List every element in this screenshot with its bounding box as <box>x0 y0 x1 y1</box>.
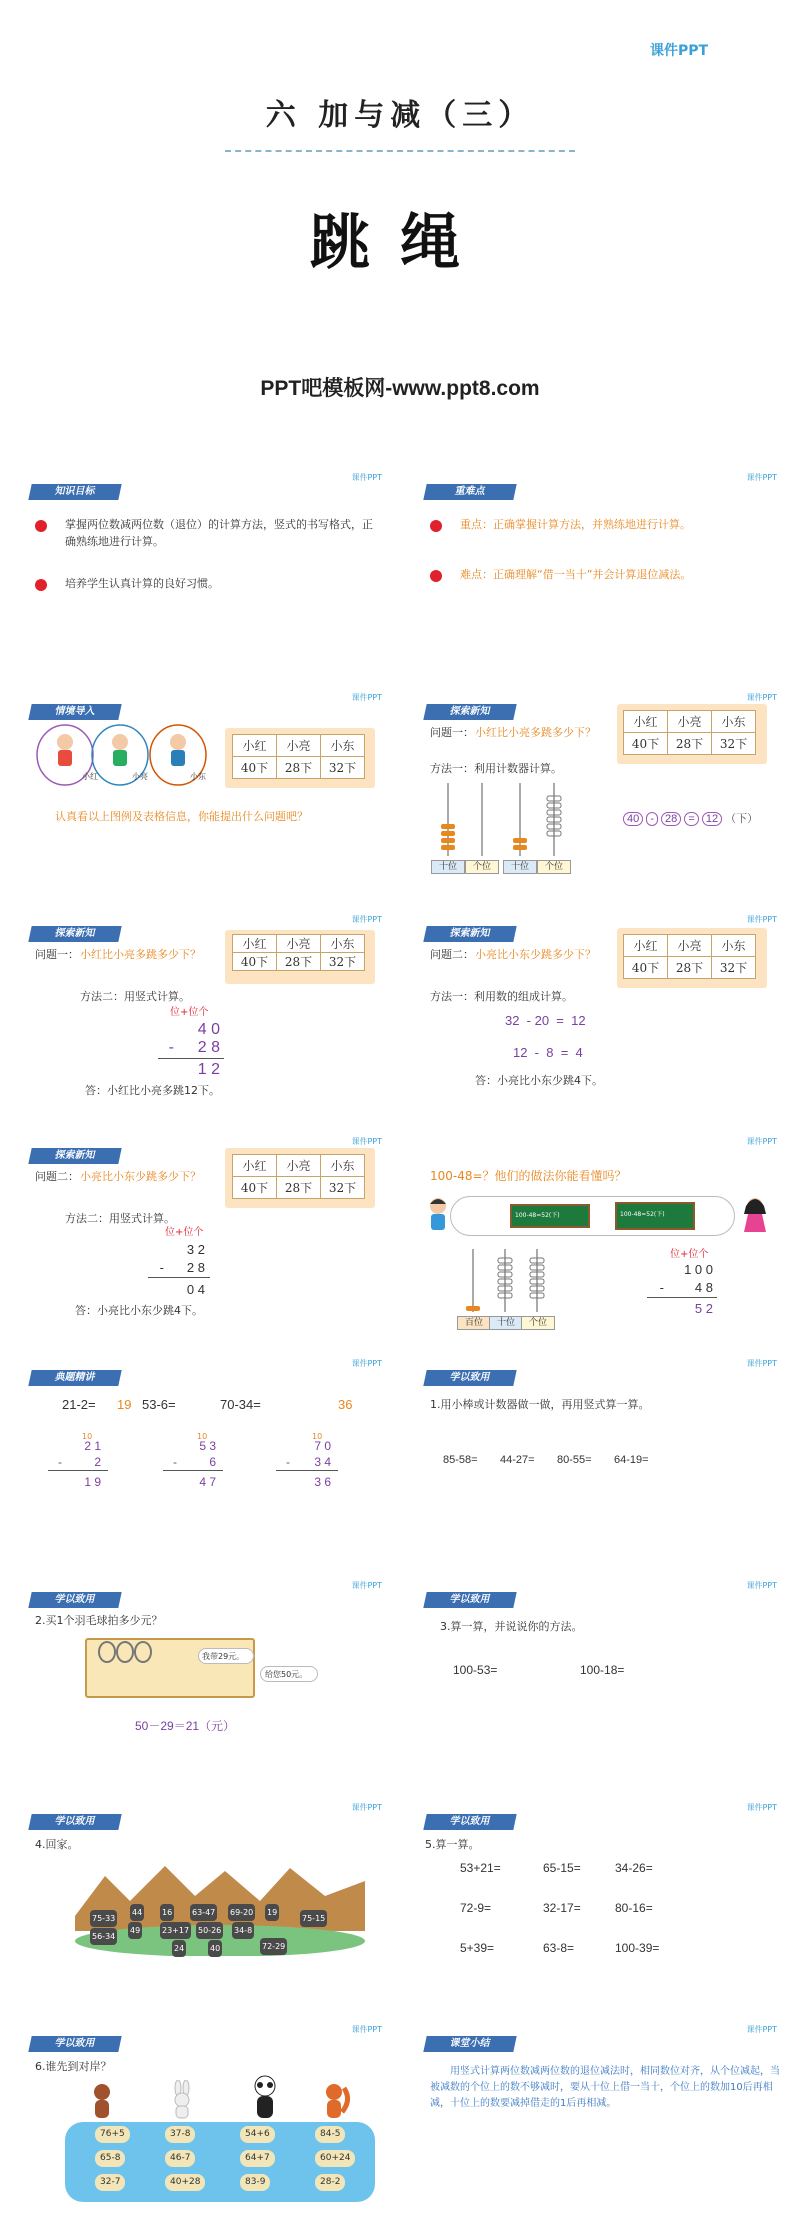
stone-label: 56-34 <box>90 1928 117 1945</box>
brand-logo: 课件PPT <box>650 43 709 59</box>
borrow-mark: 10 <box>197 1432 208 1441</box>
vertical-op: - <box>168 1039 174 1056</box>
practice-problem: 44-27= <box>500 1454 535 1466</box>
problem-answer: 19 <box>117 1397 132 1412</box>
slide-summary <box>415 2022 795 2222</box>
stepping-stone: 83-9 <box>240 2174 270 2191</box>
answer-text: 答：小亮比小东少跳4下。 <box>475 1074 603 1087</box>
eq-equals: = <box>684 812 698 826</box>
section-badge: 情境导入 <box>28 704 121 720</box>
stepping-stone: 76+5 <box>95 2126 130 2143</box>
stone-label: 23+17 <box>160 1922 191 1939</box>
place-marker: 位+位个 <box>165 1227 204 1238</box>
stone-label: 69-20 <box>228 1904 255 1921</box>
bullet-dot <box>35 579 47 591</box>
borrow-mark: 10 <box>82 1432 93 1441</box>
section-badge: 学以致用 <box>28 1592 121 1608</box>
panda-icon <box>250 2074 280 2120</box>
table-header: 小东 <box>321 1155 365 1177</box>
table-header: 小亮 <box>668 935 712 957</box>
question-text: 小亮比小东少跳多少下？ <box>80 1170 201 1183</box>
vertical-rule <box>647 1297 717 1298</box>
vertical-op: - <box>659 1280 664 1295</box>
slide-method-vertical-2 <box>20 1134 400 1334</box>
question-prompt: 认真看以上图例及表格信息，你能提出什么问题吧？ <box>55 810 308 823</box>
slide-method-vertical-1 <box>20 912 400 1112</box>
instruction: 1.用小棒或计数器做一做，再用竖式算一算。 <box>430 1398 650 1411</box>
jump-count-table <box>232 934 365 971</box>
jump-count-table <box>232 1154 365 1199</box>
kid-label: 小红 <box>82 772 98 781</box>
answer-equation: 50－29＝21（元） <box>135 1719 236 1733</box>
bullet-dot <box>430 570 442 582</box>
table-cell: 28下 <box>277 757 321 779</box>
title-divider <box>225 150 575 152</box>
table-cell: 40下 <box>233 1177 277 1199</box>
table-header: 小红 <box>233 1155 277 1177</box>
abacus-illustration <box>455 1244 555 1314</box>
table-cell: 32下 <box>321 953 365 971</box>
section-badge: 探索新知 <box>28 1148 121 1164</box>
practice-problem: 65-15= <box>543 1861 581 1875</box>
vertical-mid: 6 <box>209 1455 216 1469</box>
vertical-result: 1 2 <box>197 1061 220 1078</box>
table-header: 小红 <box>233 735 277 757</box>
vertical-mid: 3 4 <box>314 1455 331 1469</box>
table-cell: 32下 <box>712 957 756 979</box>
section-badge: 课堂小结 <box>423 2036 516 2052</box>
girl-avatar <box>740 1194 770 1234</box>
eq-subtrahend: 28 <box>661 812 681 826</box>
section-badge: 重难点 <box>423 484 516 500</box>
racket-icon <box>95 1640 155 1676</box>
monkey-icon <box>90 2082 114 2120</box>
slide-practice-5 <box>415 1800 795 2000</box>
practice-problem: 100-53= <box>453 1663 498 1677</box>
slide-method-composition <box>415 912 795 1112</box>
table-cell: 40下 <box>233 953 277 971</box>
slide-knowledge-goals <box>20 470 400 670</box>
place-marker: 位+位个 <box>170 1007 209 1018</box>
table-cell: 32下 <box>712 733 756 755</box>
slide-method-counter <box>415 690 795 890</box>
difficult-point: 难点：正确理解“借一当十”并会计算退位减法。 <box>460 568 692 581</box>
bullet-dot <box>35 520 47 532</box>
question-number: 问题一： <box>430 726 474 739</box>
table-header: 小红 <box>233 935 277 953</box>
section-badge: 探索新知 <box>423 704 516 720</box>
vertical-result: 4 7 <box>199 1475 216 1489</box>
table-header: 小亮 <box>277 935 321 953</box>
table-header: 小东 <box>712 711 756 733</box>
place-label: 个位 <box>465 860 499 874</box>
vertical-rule <box>148 1277 210 1278</box>
jump-count-table <box>623 710 756 755</box>
vertical-rule <box>48 1470 108 1471</box>
practice-problem: 100-39= <box>615 1941 660 1955</box>
vertical-op: - <box>286 1455 290 1469</box>
practice-problem: 63-8= <box>543 1941 575 1955</box>
question-text: 3.算一算，并说说你的方法。 <box>440 1620 583 1633</box>
eq-unit: （下） <box>725 813 759 825</box>
stepping-stone: 64+7 <box>240 2150 275 2167</box>
stepping-stone: 84-5 <box>315 2126 345 2143</box>
speech-text: 我带29元。 <box>202 1652 245 1661</box>
table-header: 小红 <box>624 711 668 733</box>
stepping-stone: 37-8 <box>165 2126 195 2143</box>
table-cell: 32下 <box>321 757 365 779</box>
table-cell: 40下 <box>624 957 668 979</box>
slide-brand: 课件PPT <box>351 2025 382 2034</box>
question-text: 小红比小亮多跳多少下？ <box>80 948 201 961</box>
problem: 53-6= <box>142 1397 176 1412</box>
place-marker: 位+位个 <box>670 1249 709 1260</box>
vertical-top: 3 2 <box>186 1242 205 1257</box>
place-label: 十位 <box>503 860 537 874</box>
summary-text: 用竖式计算两位数减两位数的退位减法时，相同数位对齐，从个位减起，当被减数的个位上的数不够减时，要从十位上借一当十，个位上的数加10后再相减，十位上的数要减掉借走的1后再相减。 <box>430 2066 780 2109</box>
rabbit-icon <box>170 2080 194 2120</box>
slide-brand: 课件PPT <box>746 1137 777 1146</box>
stone-label: 50-26 <box>196 1922 223 1939</box>
composition-eq-1: 32 - 20 = 12 <box>505 1013 586 1028</box>
place-label: 十位 <box>431 860 465 874</box>
table-header: 小东 <box>321 735 365 757</box>
practice-problem: 5+39= <box>460 1941 495 1955</box>
vertical-result: 1 9 <box>84 1475 101 1489</box>
stone-label: 75-15 <box>300 1910 327 1927</box>
vertical-op: - <box>159 1260 164 1275</box>
boy-avatar <box>425 1196 451 1232</box>
slide-brand: 课件PPT <box>351 1803 382 1812</box>
table-header: 小亮 <box>668 711 712 733</box>
method-label: 方法一：利用数的组成计算。 <box>430 990 573 1003</box>
vertical-op: - <box>173 1455 177 1469</box>
slide-brand: 课件PPT <box>351 1581 382 1590</box>
slide-brand: 课件PPT <box>351 915 382 924</box>
kid-label: 小东 <box>190 772 206 781</box>
slide-brand: 课件PPT <box>746 693 777 702</box>
problem-answer: 36 <box>338 1397 353 1412</box>
vertical-rule <box>158 1058 224 1059</box>
stone-label: 49 <box>128 1922 142 1939</box>
table-header: 小亮 <box>277 1155 321 1177</box>
place-label: 个位 <box>521 1316 555 1330</box>
slide-scene-intro <box>20 690 400 890</box>
question-text: 2.买1个羽毛球拍多少元？ <box>35 1614 163 1627</box>
table-header: 小红 <box>624 935 668 957</box>
speech-text: 给您50元。 <box>265 1670 308 1679</box>
section-badge: 探索新知 <box>28 926 121 942</box>
slide-practice-6 <box>20 2022 400 2222</box>
table-cell: 28下 <box>668 957 712 979</box>
site-caption: PPT吧模板网-www.ppt8.com <box>260 377 540 400</box>
squirrel-icon <box>320 2082 350 2120</box>
question-text: 5.算一算。 <box>425 1838 480 1851</box>
slide-hundred-minus <box>415 1134 795 1334</box>
section-badge: 学以致用 <box>28 1814 121 1830</box>
eq-minus: - <box>646 812 658 826</box>
question-text: 小亮比小东少跳多少下？ <box>475 948 596 961</box>
section-badge: 学以致用 <box>28 2036 121 2052</box>
borrow-mark: 10 <box>312 1432 323 1441</box>
vertical-mid: 2 8 <box>197 1039 220 1056</box>
slide-brand: 课件PPT <box>746 1581 777 1590</box>
stepping-stone: 54+6 <box>240 2126 275 2143</box>
practice-problem: 72-9= <box>460 1901 492 1915</box>
place-label: 百位 <box>457 1316 491 1330</box>
question-text: 4.回家。 <box>35 1838 79 1851</box>
slide-practice-3 <box>415 1578 795 1778</box>
stone-label: 40 <box>208 1940 222 1957</box>
problem: 21-2= <box>62 1397 96 1412</box>
abacus-illustration <box>430 778 570 860</box>
place-label: 个位 <box>537 860 571 874</box>
section-badge: 探索新知 <box>423 926 516 942</box>
question-number: 问题一： <box>35 948 79 961</box>
practice-problem: 100-18= <box>580 1663 625 1677</box>
slide-key-points <box>415 470 795 670</box>
slide-practice-4 <box>20 1800 400 2000</box>
chalkboard-text: 100-48=52(下) <box>515 1212 560 1219</box>
eq-result: 12 <box>702 812 722 826</box>
kid-label: 小亮 <box>132 772 148 781</box>
slide-brand: 课件PPT <box>746 473 777 482</box>
vertical-top: 4 0 <box>197 1021 220 1038</box>
slide-brand: 课件PPT <box>351 693 382 702</box>
vertical-mid: 2 8 <box>186 1260 205 1275</box>
vertical-result: 0 4 <box>186 1282 205 1297</box>
key-point: 重点：正确掌握计算方法，并熟练地进行计算。 <box>460 518 691 531</box>
stepping-stone: 28-2 <box>315 2174 345 2191</box>
section-badge: 知识目标 <box>28 484 121 500</box>
counter-equation <box>623 810 758 826</box>
stone-label: 63-47 <box>190 1904 217 1921</box>
stone-label: 44 <box>130 1904 144 1921</box>
section-badge: 学以致用 <box>423 1370 516 1386</box>
jump-count-table <box>232 734 365 779</box>
slide-brand: 课件PPT <box>746 1359 777 1368</box>
practice-problem: 32-17= <box>543 1901 581 1915</box>
vertical-mid: 2 <box>94 1455 101 1469</box>
section-badge: 典题精讲 <box>28 1370 121 1386</box>
goal-2: 培养学生认真计算的良好习惯。 <box>65 577 219 590</box>
table-cell: 28下 <box>668 733 712 755</box>
stone-label: 75-33 <box>90 1910 117 1927</box>
table-cell: 40下 <box>624 733 668 755</box>
bullet-dot <box>430 520 442 532</box>
vertical-top: 5 3 <box>199 1439 216 1453</box>
question-text: 小红比小亮多跳多少下？ <box>475 726 596 739</box>
vertical-top: 2 1 <box>84 1439 101 1453</box>
vertical-top: 7 0 <box>314 1439 331 1453</box>
slide-brand: 课件PPT <box>351 1359 382 1368</box>
table-header: 小东 <box>321 935 365 953</box>
slide-brand: 课件PPT <box>351 473 382 482</box>
place-label: 十位 <box>489 1316 523 1330</box>
vertical-result: 3 6 <box>314 1475 331 1489</box>
method-label: 方法一：利用计数器计算。 <box>430 762 562 775</box>
question-text: 100-48=？他们的做法你能看懂吗？ <box>430 1169 627 1183</box>
practice-problem: 64-19= <box>614 1454 649 1466</box>
vertical-result: 5 2 <box>694 1301 713 1316</box>
practice-problem: 53+21= <box>460 1861 501 1875</box>
vertical-op: - <box>58 1455 62 1469</box>
practice-problem: 80-55= <box>557 1454 592 1466</box>
stepping-stone: 60+24 <box>315 2150 355 2167</box>
stepping-stone: 46-7 <box>165 2150 195 2167</box>
practice-problem: 80-16= <box>615 1901 653 1915</box>
slide-worked-examples <box>20 1356 400 1556</box>
stone-label: 24 <box>172 1940 186 1957</box>
stone-label: 34-8 <box>232 1922 254 1939</box>
eq-minuend: 40 <box>623 812 643 826</box>
slide-brand: 课件PPT <box>746 1803 777 1812</box>
table-cell: 32下 <box>321 1177 365 1199</box>
unit-title: 六 加与减（三） <box>265 98 535 133</box>
question-text: 6.谁先到对岸？ <box>35 2060 112 2073</box>
vertical-rule <box>276 1470 338 1471</box>
slide-practice-1 <box>415 1356 795 1556</box>
section-badge: 学以致用 <box>423 1592 516 1608</box>
slide-practice-2 <box>20 1578 400 1778</box>
slide-brand: 课件PPT <box>746 2025 777 2034</box>
question-number: 问题二： <box>430 948 474 961</box>
slide-brand: 课件PPT <box>746 915 777 924</box>
lesson-title: 跳绳 <box>310 208 490 278</box>
problem: 70-34= <box>220 1397 261 1412</box>
vertical-rule <box>163 1470 223 1471</box>
slide-brand: 课件PPT <box>351 1137 382 1146</box>
table-cell: 40下 <box>233 757 277 779</box>
question-number: 问题二： <box>35 1170 79 1183</box>
table-cell: 28下 <box>277 953 321 971</box>
answer-text: 答：小亮比小东少跳4下。 <box>75 1304 203 1317</box>
answer-text: 答：小红比小亮多跳12下。 <box>85 1084 220 1097</box>
method-label: 方法二：用竖式计算。 <box>80 990 190 1003</box>
stone-label: 19 <box>265 1904 279 1921</box>
table-header: 小亮 <box>277 735 321 757</box>
stepping-stone: 40+28 <box>165 2174 205 2191</box>
composition-eq-2: 12 - 8 = 4 <box>513 1045 583 1060</box>
vertical-top: 1 0 0 <box>684 1262 713 1277</box>
table-cell: 28下 <box>277 1177 321 1199</box>
chalkboard-text: 100-48=52(下) <box>620 1211 665 1218</box>
stone-label: 16 <box>160 1904 174 1921</box>
goal-1: 掌握两位数减两位数（退位）的计算方法，竖式的书写格式，正确熟练地进行计算。 <box>65 518 373 548</box>
table-header: 小东 <box>712 935 756 957</box>
stone-label: 72-29 <box>260 1938 287 1955</box>
practice-problem: 34-26= <box>615 1861 653 1875</box>
method-label: 方法二：用竖式计算。 <box>65 1212 175 1225</box>
section-badge: 学以致用 <box>423 1814 516 1830</box>
practice-problem: 85-58= <box>443 1454 478 1466</box>
jump-count-table <box>623 934 756 979</box>
stepping-stone: 65-8 <box>95 2150 125 2167</box>
vertical-mid: 4 8 <box>694 1280 713 1295</box>
stepping-stone: 32-7 <box>95 2174 125 2191</box>
